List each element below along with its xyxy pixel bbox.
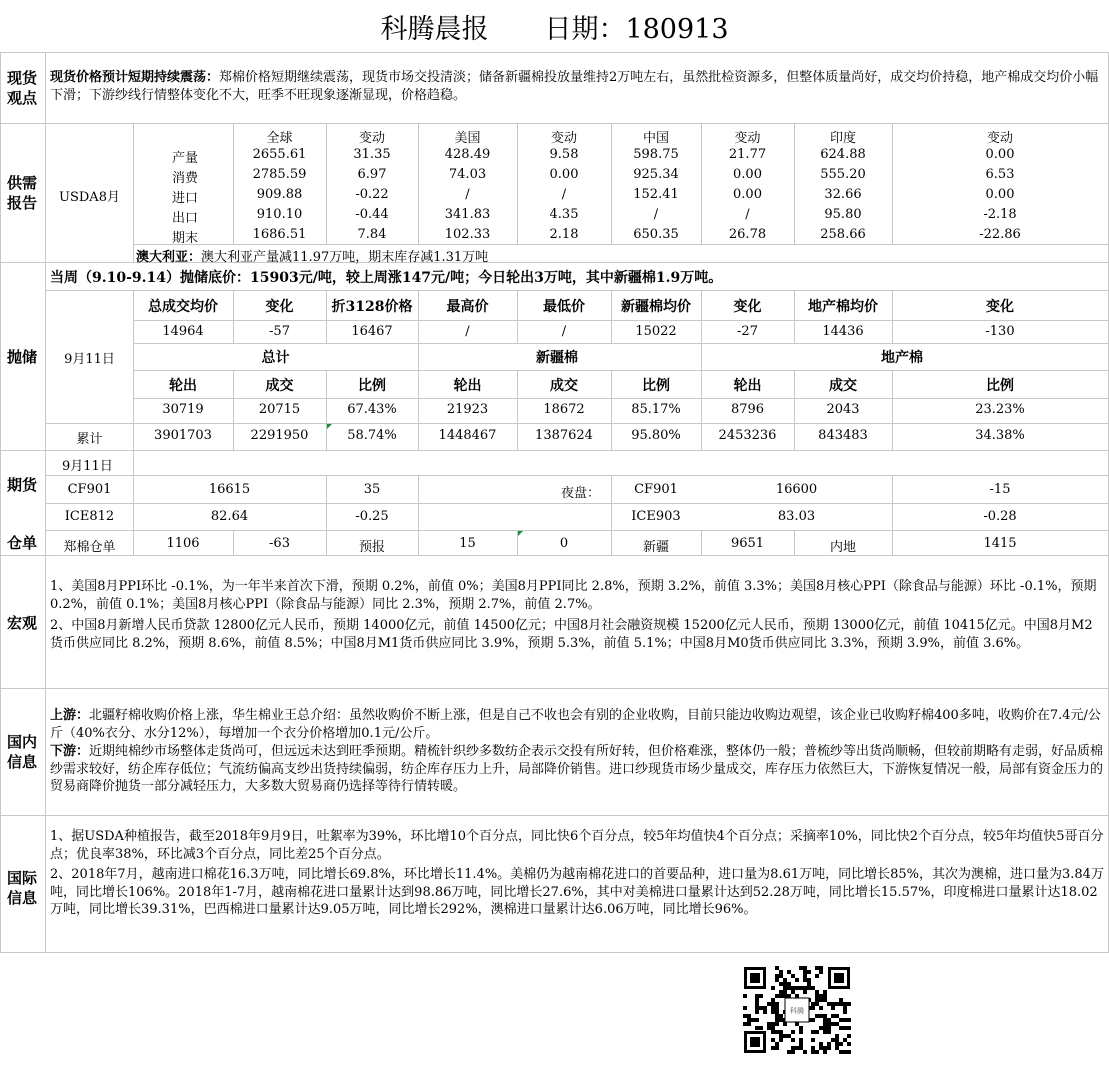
reserve-sub-header: 比例	[642, 378, 670, 394]
supply-cell: -0.22	[355, 187, 389, 202]
supply-cell: /	[465, 187, 470, 202]
reserve-sub-header: 轮出	[453, 378, 482, 394]
reserve-daily-value: 21923	[446, 402, 489, 417]
reserve-cumulative-value: 2291950	[250, 428, 309, 443]
reserve-price-header: 最高价	[446, 299, 489, 315]
ice903-price: 83.03	[777, 509, 816, 524]
ice812-price: 82.64	[210, 509, 249, 524]
supply-cell: 598.75	[633, 147, 679, 162]
domestic-section-label: 国内 信息	[6, 733, 37, 771]
downstream-heading: 下游：	[50, 744, 90, 759]
reserve-price-header: 总成交均价	[148, 299, 218, 315]
xinjiang-value: 9651	[730, 536, 765, 551]
supply-row-label: 消费	[171, 171, 198, 186]
warehouse-change: -63	[269, 536, 290, 551]
ice903-change: -0.28	[983, 509, 1017, 524]
reserve-cumulative-label: 累计	[76, 432, 103, 447]
reserve-cumulative-value: 3901703	[154, 428, 212, 443]
spot-view-body: 郑棉价格短期继续震荡，现货市场交投清淡；储备新疆棉投放量维持2万吨左右，虽然批检资源多，但整体质量尚好，成交均价持稳，地产棉成交均价小幅下滑；下游纱线行情整体变化不大，旺季不旺现象逐渐显现，价格趋稳。	[50, 70, 1099, 103]
supply-cell: -2.18	[983, 207, 1017, 222]
macro-china-credit: 2、中国8月新增人民币贷款 12800亿元人民币，预期 14000亿元，前值 14500亿元；中国8月社会融资规模 15200亿元人民币，预期 13000亿元，前值 10415亿元。中国8月M2货币供应同比 8.2%，预期 8.6%，前值 8.5%；中国8月M1货币供应同比 3.9%，预期 5.3%，前值 5.1%；中国8月M0货币供应同比 3.3%，预期 3.9%，前值 3.6%。	[50, 618, 1093, 651]
group-xinjiang: 新疆棉	[536, 350, 578, 366]
reserve-price-value: 15022	[635, 324, 677, 339]
australia-note-body: 澳大利亚产量减11.97万吨，期末库存减1.31万吨	[201, 250, 489, 265]
reserve-price-value: 14436	[822, 324, 864, 339]
supply-header-0: 全球	[266, 131, 293, 146]
warehouse-name: 郑棉仓单	[63, 540, 116, 555]
reserve-cumulative-value: 34.38%	[975, 428, 1025, 443]
forecast-label: 预报	[358, 540, 385, 555]
supply-cell: 2655.61	[252, 147, 307, 162]
reserve-cumulative-value: 1448467	[438, 428, 497, 443]
supply-cell: 4.35	[549, 207, 579, 222]
supply-cell: 555.20	[820, 167, 866, 182]
cf901-night-name: CF901	[634, 482, 678, 497]
reserve-section-label: 抛储	[6, 348, 37, 366]
supply-row-label: 期末	[171, 231, 198, 246]
cf901-night-price: 16600	[775, 482, 818, 497]
supply-cell: 152.41	[633, 187, 679, 202]
reserve-daily-value: 67.43%	[347, 402, 397, 417]
reserve-price-header: 折3128价格	[331, 299, 413, 315]
cf901-night-change: -15	[989, 482, 1011, 497]
supply-cell: 31.35	[353, 147, 391, 162]
reserve-price-value: /	[561, 324, 567, 339]
comment-marker	[518, 531, 523, 536]
supply-cell: 6.53	[985, 167, 1015, 182]
cf901-price: 16615	[208, 482, 251, 497]
reserve-daily-value: 8796	[730, 402, 765, 417]
group-total: 总计	[261, 350, 290, 366]
supply-cell: -22.86	[979, 227, 1021, 242]
ice812-name: ICE812	[64, 509, 115, 524]
australia-note	[136, 246, 488, 265]
supply-header-4: 中国	[642, 131, 669, 146]
supply-header-7: 变动	[986, 131, 1013, 146]
supply-cell: 95.80	[824, 207, 862, 222]
reserve-daily-value: 20715	[258, 402, 301, 417]
supply-cell: 909.88	[256, 187, 303, 202]
reserve-cumulative-value: 843483	[818, 428, 868, 443]
supply-cell: 0.00	[549, 167, 579, 182]
supply-cell: 74.03	[448, 167, 487, 182]
supply-cell: 428.49	[444, 147, 491, 162]
qr-center-logo: 科腾	[790, 1007, 804, 1015]
reserve-price-value: 14964	[162, 324, 204, 339]
qr-code-image	[743, 966, 851, 1054]
reserve-sub-header: 成交	[550, 378, 578, 394]
supply-cell: 0.00	[985, 187, 1015, 202]
reserve-price-value: -57	[269, 324, 290, 339]
supply-header-5: 变动	[734, 131, 761, 146]
supply-cell: 9.58	[549, 147, 579, 162]
report-date: 日期：180913	[544, 13, 729, 45]
ice903-name: ICE903	[631, 509, 681, 524]
domestic-upstream	[50, 707, 1105, 742]
supply-header-1: 变动	[358, 131, 385, 146]
reserve-price-value: -27	[737, 324, 758, 339]
supply-cell: 925.34	[633, 167, 679, 182]
futures-section-label: 期货	[6, 476, 37, 494]
reserve-sub-header: 轮出	[733, 378, 762, 394]
warehouse-value: 1106	[166, 536, 200, 551]
domestic-downstream	[50, 743, 1105, 796]
macro-section-label: 宏观	[6, 614, 37, 632]
supply-cell: /	[745, 207, 750, 222]
macro-us-ppi: 1、美国8月PPI环比 -0.1%，为一年半来首次下滑，预期 0.2%，前值 0%；美国8月PPI同比 2.8%，预期 3.2%，前值 3.3%；美国8月核心PPI（除食品与能源）环比 -0.1%，预期 0.2%，前值 0.1%；美国8月核心PPI（除食品与能源）同比 2.3%，预期 2.7%，前值 2.7%。	[50, 579, 1097, 612]
supply-cell: 624.88	[820, 147, 866, 162]
inland-label: 内地	[829, 540, 856, 555]
cf901-name: CF901	[67, 482, 112, 497]
supply-cell: /	[561, 187, 567, 202]
supply-cell: 0.00	[985, 147, 1015, 162]
supply-cell: 650.35	[633, 227, 679, 242]
supply-cell: 26.78	[728, 227, 767, 242]
supply-cell: 341.83	[444, 207, 491, 222]
cf901-change: 35	[363, 482, 381, 497]
spot-view-text	[50, 69, 1102, 104]
australia-note-heading: 澳大利亚：	[136, 250, 202, 265]
futures-date: 9月11日	[62, 459, 113, 474]
reserve-price-header: 变化	[986, 299, 1014, 315]
inland-value: 1415	[983, 536, 1017, 551]
reserve-price-header: 变化	[733, 299, 762, 315]
report-header	[0, 0, 1109, 52]
downstream-body: 近期纯棉纱市场整体走货尚可，但远远未达到旺季预期。精梳针织纱多数纺企表示交投有所好转，但价格难涨，整体仍一般；普梳纱等出货尚顺畅，但较前期略有走弱，好品质棉纱需求较好，纺企库存低位；气流纺偏高支纱出货持续偏弱，纺企库存压力上升，局部降价销售。进口纱现货市场少量成交，库存压力依然巨大，下游恢复情况一般，局部有资金压力的贸易商降价抛货一部分减轻压力，大多数大贸易商仍选择等待行情转暖。	[50, 744, 1104, 794]
forecast-value: 15	[459, 536, 476, 551]
supply-cell: 7.84	[357, 227, 387, 242]
supply-cell: 258.66	[820, 227, 866, 242]
supply-cell: 21.77	[728, 147, 767, 162]
reserve-sub-header: 成交	[829, 378, 857, 394]
reserve-sub-header: 比例	[358, 378, 386, 394]
reserve-daily-value: 2043	[826, 402, 860, 417]
supply-cell: 0.00	[733, 187, 762, 202]
group-local: 地产棉	[881, 350, 923, 366]
supply-header-2: 美国	[454, 131, 481, 146]
supply-header-6: 印度	[829, 131, 856, 146]
comment-marker	[327, 424, 332, 429]
forecast-change: 0	[559, 536, 569, 551]
reserve-cumulative-value: 2453236	[718, 428, 777, 443]
intl-section-label: 国际 信息	[6, 869, 37, 907]
reserve-date: 9月11日	[64, 352, 115, 367]
warehouse-section-label: 仓单	[6, 534, 37, 552]
reserve-daily-value: 30719	[162, 402, 204, 417]
upstream-heading: 上游：	[50, 708, 90, 723]
reserve-price-header: 地产棉均价	[808, 299, 878, 315]
supply-cell: 910.10	[256, 207, 303, 222]
supply-row-label: 进口	[171, 191, 198, 206]
reserve-summary: 当周（9.10-9.14）抛储底价：15903元/吨，较上周涨147元/吨；今日轮出3万吨，其中新疆棉1.9万吨。	[50, 270, 723, 286]
supply-cell: /	[653, 207, 659, 222]
reserve-price-value: /	[465, 324, 470, 339]
supply-cell: 2785.59	[252, 167, 307, 182]
intl-vietnam-import: 2、2018年7月，越南进口棉花16.3万吨，同比增长69.8%，环比增长11.4%。美棉仍为越南棉花进口的首要品种，进口量为8.61万吨，同比增长85%，其次为澳棉，进口量为3.84万吨，同比增长106%。2018年1-7月，越南棉花进口量累计达到98.86万吨，同比增长27.6%，其中对美棉进口量累计达到52.28万吨，同比增长15.57%，印度棉进口量累计达18.02万吨，同比增长39.31%，巴西棉进口量累计达9.05万吨，同比增长292%，澳棉进口量累计达6.06万吨，同比增长96%。	[50, 867, 1104, 917]
supply-row-label: 出口	[171, 211, 198, 226]
spot-section-label: 现货 观点	[6, 69, 37, 107]
supply-cell: 102.33	[444, 227, 491, 242]
usda-source: USDA8月	[59, 190, 120, 205]
reserve-price-header: 变化	[265, 299, 294, 315]
supply-header-3: 变动	[550, 131, 577, 146]
supply-cell: 1686.51	[252, 227, 307, 242]
reserve-cumulative-value: 1387624	[535, 428, 593, 443]
reserve-daily-value: 18672	[543, 402, 585, 417]
reserve-price-value: 16467	[351, 324, 393, 339]
supply-cell: 2.18	[549, 227, 579, 242]
reserve-cumulative-value: 95.80%	[631, 428, 681, 443]
reserve-sub-header: 比例	[986, 378, 1014, 394]
upstream-body: 北疆籽棉收购价格上涨，华生棉业王总介绍：虽然收购价不断上涨，但是自己不收也会有别的企业收购，目前只能边收购边观望，该企业已收购籽棉400多吨，收购价在7.4元/公斤（40%衣分、水分12%），每增加一个衣分价格增加0.1元/公斤。	[50, 708, 1101, 741]
ice812-change: -0.25	[355, 509, 389, 524]
supply-cell: 32.66	[824, 187, 862, 202]
report-title: 科腾晨报	[380, 13, 489, 45]
supply-cell: 0.00	[733, 167, 762, 182]
night-session-label: 夜盘：	[561, 486, 601, 501]
reserve-price-header: 最低价	[543, 299, 585, 315]
intl-usda-crop: 1、据USDA种植报告，截至2018年9月9日，吐絮率为39%，环比增10个百分点，同比快6个百分点，较5年均值快4个百分点；采摘率10%，同比快2个百分点，较5年均值快5哥百分点；优良率38%，环比减3个百分点，同比差25个百分点。	[50, 829, 1104, 862]
spot-view-heading: 现货价格预计短期持续震荡：	[50, 70, 220, 85]
reserve-price-header: 新疆棉均价	[621, 299, 691, 315]
reserve-daily-value: 85.17%	[631, 402, 681, 417]
xinjiang-label: 新疆	[642, 540, 669, 555]
reserve-daily-value: 23.23%	[975, 402, 1025, 417]
reserve-sub-header: 轮出	[169, 378, 197, 394]
reserve-sub-header: 成交	[265, 378, 294, 394]
supply-row-label: 产量	[171, 151, 198, 166]
supply-section-label: 供需 报告	[6, 174, 37, 212]
supply-cell: -0.44	[355, 207, 389, 222]
supply-cell: 6.97	[357, 167, 387, 182]
reserve-price-value: -130	[985, 324, 1015, 339]
reserve-cumulative-value: 58.74%	[347, 428, 397, 443]
